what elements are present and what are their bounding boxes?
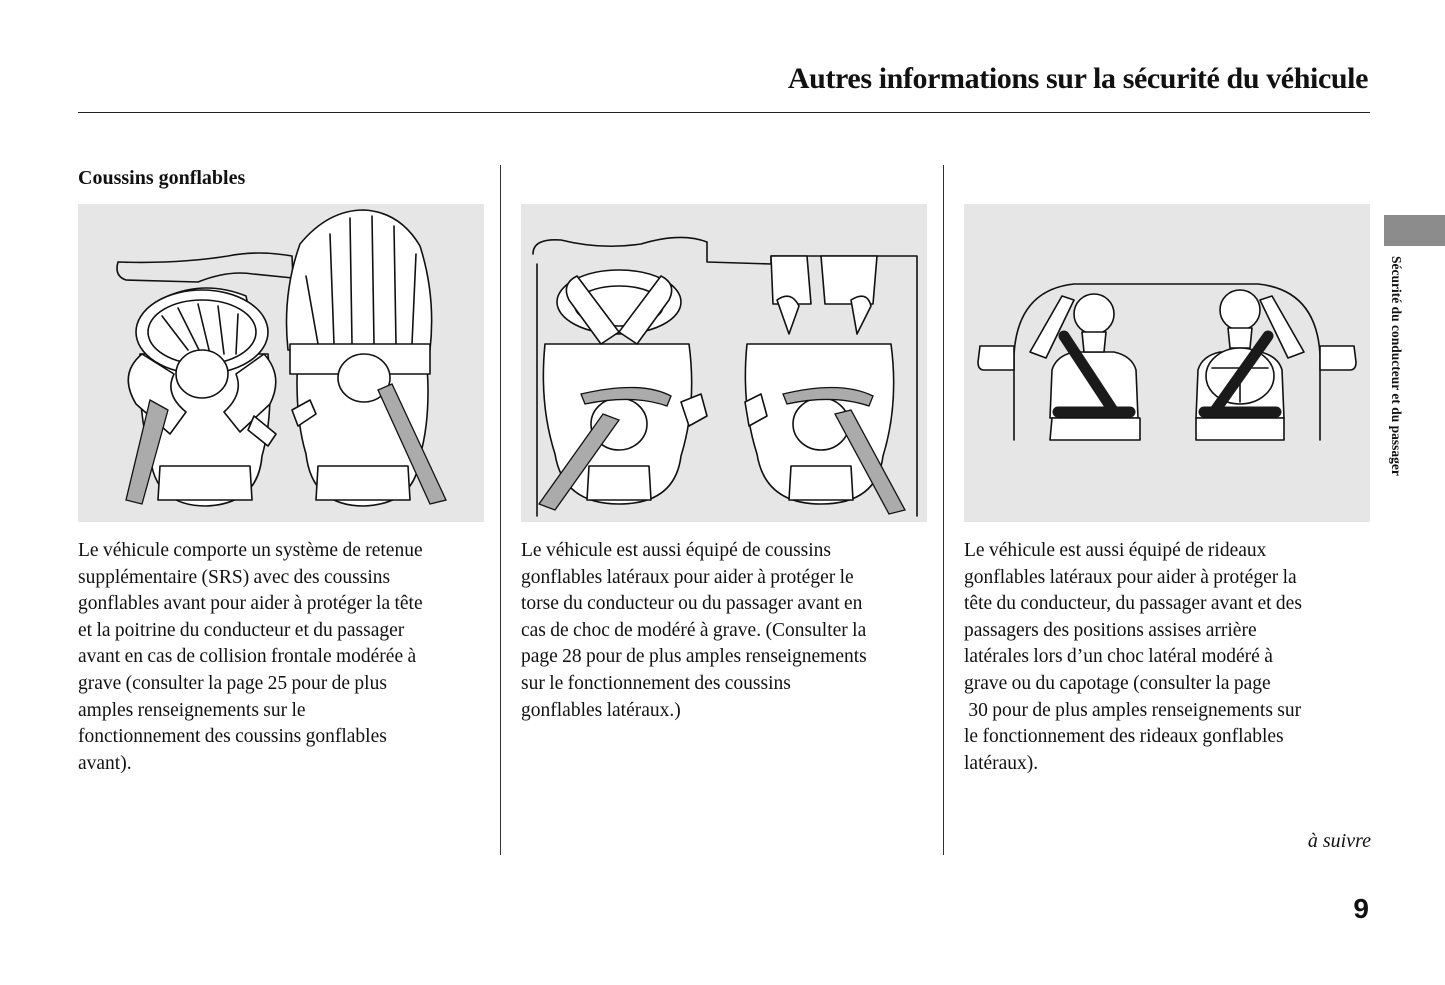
text-line: supplémentaire (SRS) avec des coussins [78,566,391,588]
column-divider-1 [500,165,501,855]
column-divider-2 [943,165,944,855]
text-line: 30 pour de plus amples renseignements sur [964,699,1302,721]
text-line: sur le fonctionnement des coussins [521,672,791,694]
text-line: gonflables latéraux pour aider à protéger le [521,566,854,588]
section-tab-label: Sécurité du conducteur et du passager [1389,256,1404,476]
text-line: Le véhicule est aussi équipé de coussins [521,540,831,561]
text-line: torse du conducteur ou du passager avant en [521,593,863,615]
side-curtain-airbags-illustration [964,204,1370,522]
text-line: grave (consulter la page 25 pour de plus [78,672,387,694]
section-tab-marker [1384,215,1445,246]
page-title: Autres informations sur la sécurité du véhicule [787,62,1368,95]
text-line: fonctionnement des coussins gonflables [78,726,387,748]
side-airbags-illustration [521,204,927,522]
text-line: cas de choc de modéré à grave. (Consulter la [521,619,867,641]
text-line: passagers des positions assises arrière [964,619,1257,641]
text-line: Le véhicule comporte un système de retenue [78,540,423,561]
text-line: tête du conducteur, du passager avant et des [964,593,1302,615]
text-line: et la poitrine du conducteur et du passager [78,619,405,641]
frontal-airbags-illustration [78,204,484,522]
text-line: gonflables latéraux pour aider à protéger la [964,566,1297,588]
text-line: latéraux). [964,752,1039,774]
paragraph-side-airbags [521,538,927,724]
page-number: 9 [1353,893,1369,924]
text-line: page 28 pour de plus amples renseignements [521,646,867,668]
text-line: Le véhicule est aussi équipé de rideaux [964,540,1267,561]
text-line: grave ou du capotage (consulter la page [964,672,1271,694]
text-line: latérales lors d’un choc latéral modéré à [964,646,1273,668]
text-line: le fonctionnement des rideaux gonflables [964,726,1284,748]
header-rule [78,112,1370,113]
text-line: avant). [78,752,132,774]
paragraph-frontal-airbags [78,538,484,777]
continued-label: à suivre [1307,830,1371,852]
text-line: gonflables avant pour aider à protéger la tête [78,593,423,615]
text-line: gonflables latéraux.) [521,699,681,721]
text-line: avant en cas de collision frontale modérée à [78,646,417,668]
text-line: amples renseignements sur le [78,699,306,721]
paragraph-side-curtain-airbags [964,538,1370,777]
section-heading: Coussins gonflables [78,167,246,189]
